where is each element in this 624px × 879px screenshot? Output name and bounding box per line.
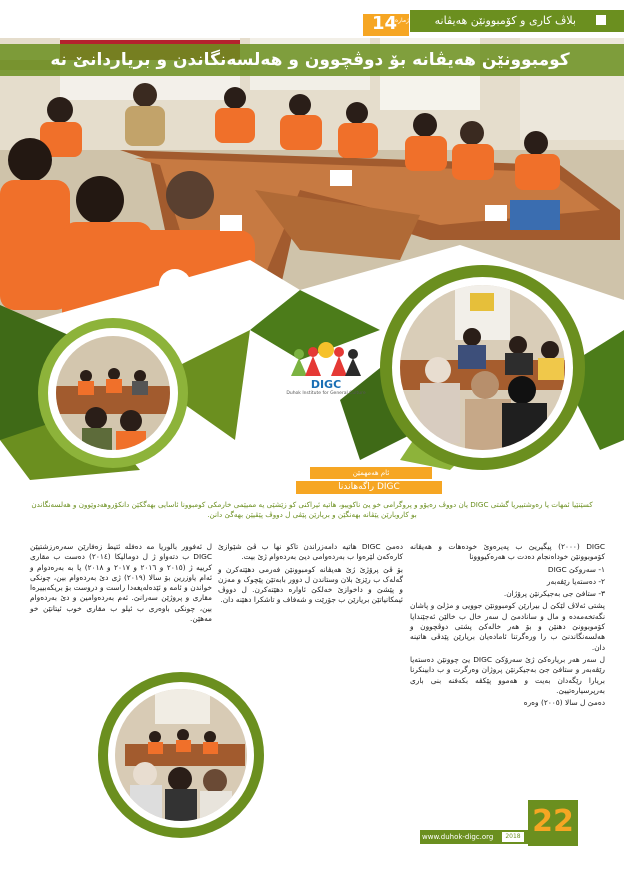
paragraph: ل سەر ھەر بریارەکێ ژێ سەرۆکێ DIGC یێ چوونێن دەستەیا رێڤەبەر و ستافێ جێ بەجیکرنێن پروژان وەرگرت و ب دابینکرنا بریارا رێگەدان بەیت و ھەموو پێکڤە بکەفنە بنی باری بەرپرسیارەتییێ. bbox=[410, 654, 605, 695]
column-middle bbox=[218, 542, 403, 608]
list-item: ٢- دەستەیا رێڤەبەر bbox=[546, 576, 605, 586]
article-subtitle: کسێنێیا ئمهات یا رەوشتییریا گشتی DIGC یان دووڤ رەیۆو و پروگرامی خو یێ ناکوییو، هاتیە ئیراکنی کو زێشێی یە ممیێمی خارمکی کومبوونا ئاسایی بھەگکێن دانکۆروھەدوێوون و هەلسەنگاندن بو کاروبارێن یێڤانە بھەنگێن و بریارێن پێڤی ل دووڤ پێڤیێن بھەگێ دانن. bbox=[31, 500, 593, 519]
author-label: ئام ھەمھمێن bbox=[310, 467, 432, 479]
circle-photo-bottom bbox=[115, 689, 247, 821]
section-title: بلاڤ کاری و کۆمبوونێن ھەیڤانە bbox=[434, 14, 576, 27]
list-item: ١- سەروکێ DIGC bbox=[547, 564, 605, 574]
footer-url[interactable]: www.duhok-digc.org bbox=[422, 833, 494, 841]
issue-label: ژمارە bbox=[395, 17, 409, 24]
author-name: راگەھاندنا DIGC bbox=[296, 481, 442, 494]
page-number: 22 bbox=[532, 804, 574, 839]
circle-photo-left bbox=[56, 336, 170, 450]
paragraph: پشتی ئەلاڤ لێکێ ل بیرارێن کومبوونێن جوویی و مژلێ و پاشان نگەتخەمەدە و مال و سانادمێ ل سەر خال ب خالێن ئەجێندایا کۆموبوونێ دھنێن و بۆ ھەر خالەکێ پشتی دوڤچوون و ھەلسەنگاندنێ ب را ورەگرتنا ئامادەیان بریارێن پێدڤی ھاتینە دان. bbox=[410, 601, 605, 652]
issue-number: 14 bbox=[372, 13, 398, 34]
digc-logo-icon bbox=[283, 336, 369, 378]
footer-year: 2018 bbox=[502, 832, 524, 842]
circle-photo-right bbox=[400, 285, 565, 450]
article-title: کومبوونێن ھەیڤانە بۆ دوڤچوون و ھەلسەنگاندن و بریاردانێ نە bbox=[50, 50, 570, 70]
logo-tagline: Duhok Institute for General Culture bbox=[286, 391, 366, 396]
paragraph: دەمێ DIGC ھاتیە دامەزراندن تاکو نھا ب ڤێ شێوازێ کارەکەن لێرەوا ب بەردەوامی دیێ بەردەوام ژێ بیت. bbox=[218, 542, 403, 562]
list-item: ٣- ستافێ جی بەجیکرنێن پرۆژان. bbox=[503, 589, 605, 599]
paragraph: بۆ ڤێ پرۆژێ ژێ ھەیڤانە کومبوونێن فەرمی دھێتەکرن و گەلەک ب رێزێ بلان وستاندن ل دوور بابەتێن پێچوک و مەزن و پێشێ و داخوازێ خەلکێ ئاوارە دھێتەکرن. ل دووڤ ئیمکانیاتێن بریارێن ب جۆرێت و شەفاف و تاشکرا دھێنە دان. bbox=[218, 564, 403, 605]
logo-name: DIGC bbox=[310, 378, 342, 391]
paragraph: DIGC (٢٠٠٠) پیگیریێ ب پەیرەوێ خودەھات و ھەیڤانە کۆموبوونێن خوداەنجام دەدت ب ھەرەکیووونا bbox=[410, 542, 605, 562]
column-right bbox=[410, 542, 605, 710]
bullet-square-icon bbox=[596, 15, 606, 25]
paragraph: دەمێ ل سالا (٢٠٠٥) وەرە bbox=[523, 698, 605, 708]
paragraph: ل ئەفوور بالوریا مە دەفلە ئتیط زەفارێن سەرەرزشتیێن DIGC ب دتەواو ژ ل دومالیکا (٢٠١٤) دەست ب مقاری کرییە ژ (٢٠١٥ و ٢٠١٦ و ٢٠١٧ و ٢٠١٨) یا بە بەرەدوام و ئەام یاوزرین بۆ سالا (٢٠١٩) ژی دێ بەردەوام بین، چونکی خواندن و ئامە و ئێدەلەیغەدا راست و دروست بۆ بریکەبییرەا مقاری و پروژێن سەرانێ. ئەم بەردەوامین و دێ بەردەوام بین، چونکی باوەری ب ئیلو ب مقاری خوب ئیتانێن خو مەھێن. bbox=[30, 542, 213, 624]
column-left bbox=[30, 542, 212, 626]
